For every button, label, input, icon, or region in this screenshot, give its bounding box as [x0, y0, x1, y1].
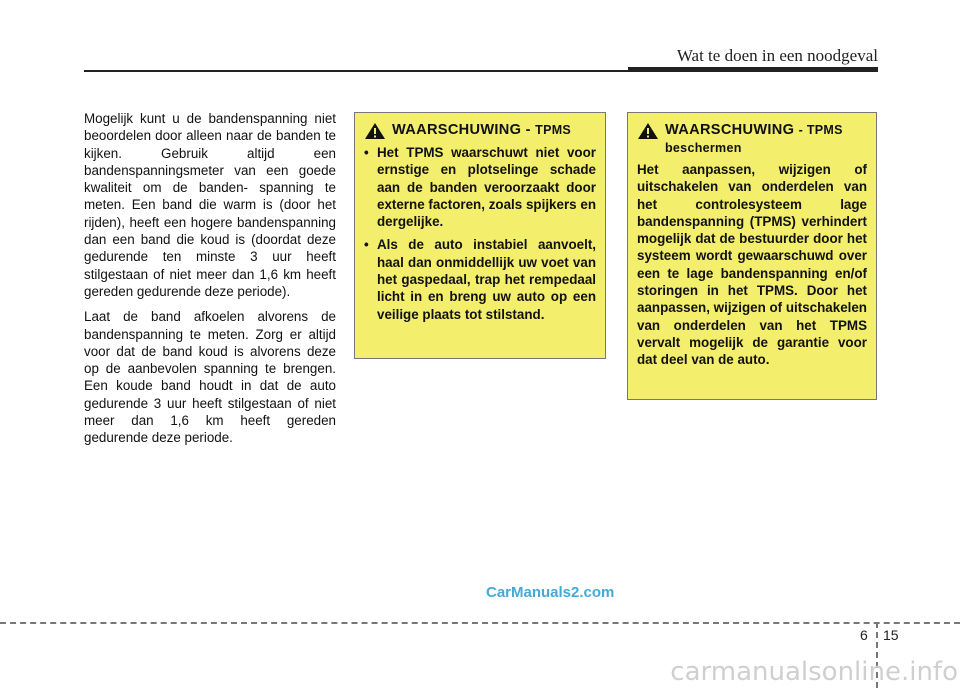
- warning-triangle-icon: [637, 122, 659, 140]
- warning-title-sub: TPMS: [535, 123, 572, 137]
- warning-title-main: WAARSCHUWING: [665, 122, 799, 138]
- bullet-icon: •: [364, 237, 369, 253]
- warning-title-sub: - TPMS: [798, 123, 843, 137]
- body-paragraph-2: Laat de band afkoelen alvorens de bandenspanning te meten. Zorg er altijd voor dat de band koud is alvorens deze op de aanbevolen spanning te brengen. Een koude band houdt in dat de auto gedurende 3 uur heeft stilgestaan of niet meer dan 1,6 km heeft gereden gedurende deze periode.: [84, 309, 336, 446]
- warning-box-tpms-protect: [627, 112, 877, 400]
- watermark-link[interactable]: CarManuals2.com: [486, 584, 615, 601]
- list-item-text: Als de auto instabiel aanvoelt, haal dan onmiddellijk uw voet van het gaspedaal, trap het rempedaal licht in en breng uw auto op een veilige plaats tot stilstand.: [377, 237, 596, 322]
- warning-text: Het aanpassen, wijzigen of uitschakelen van onderdelen van het controlesysteem lage bandenspanning (TPMS) verhindert mogelijk dat de bestuurder door het systeem wordt gewaarschuwd over een te lage bandenspanning en/of storingen in het TPMS. Door het aanpassen, wijzigen of uitschakelen van onderdelen van het TPMS vervalt mogelijk de garantie voor dat deel van de auto.: [637, 162, 867, 368]
- list-item-text: Het TPMS waarschuwt niet voor ernstige en plotselinge schade aan de banden veroorzaakt door externe factoren, zoals spijkers en dergelijke.: [377, 145, 596, 230]
- bottom-watermark: carmanualsonline.info: [670, 657, 958, 687]
- warning-title-continuation: beschermen: [665, 141, 742, 155]
- body-paragraph-1: Mogelijk kunt u de bandenspanning niet beoordelen door alleen naar de banden te kijken. Gebruik altijd een bandenspanningsmeter van een goede kwaliteit om de banden- spanning te meten. Een band die warm is (door het rijden), heeft een hogere bandenspanning dan een band die koud is (doordat deze gedurende ten minste 3 uur heeft stilgestaan of niet meer dan 1,6 km heeft gereden gedurende deze periode).: [84, 111, 336, 299]
- bullet-icon: •: [364, 145, 369, 160]
- chapter-number: 6: [860, 627, 868, 643]
- warning-title-main: WAARSCHUWING -: [392, 122, 536, 138]
- warning-title: [392, 121, 571, 139]
- warning-box-tpms: [354, 112, 606, 359]
- list-item: [364, 236, 596, 322]
- warning-triangle-icon: [364, 122, 386, 140]
- body-text-column: [84, 110, 336, 455]
- list-item: [364, 144, 596, 230]
- warning-title: [665, 121, 843, 157]
- warning-header: [637, 121, 867, 157]
- page-number: 15: [883, 627, 899, 643]
- header-title: Wat te doen in een noodgeval: [676, 46, 878, 65]
- warning-header: [364, 121, 596, 140]
- warning-bullet-list: [364, 144, 596, 323]
- header-rule-accent: [628, 67, 878, 72]
- footer-rule: [0, 622, 960, 624]
